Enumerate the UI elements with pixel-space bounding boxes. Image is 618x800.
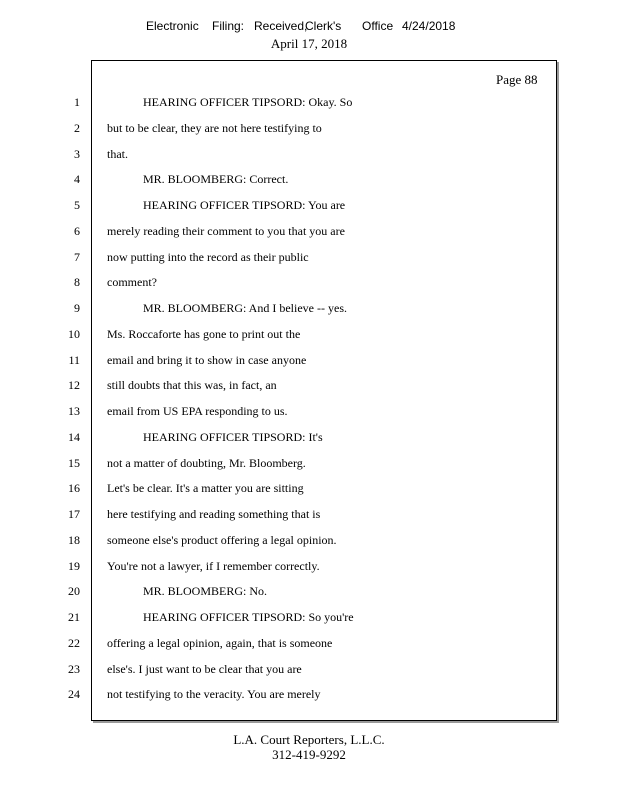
line-number: 19 (68, 558, 80, 573)
stamp-clerks: Clerk's (305, 19, 342, 33)
transcript-line (0, 171, 618, 187)
line-number: 13 (68, 404, 80, 418)
transcript-line (0, 480, 618, 496)
line-number: 15 (68, 455, 80, 470)
transcript-line (0, 532, 618, 548)
line-text: You're not a lawyer, if I remember correctly. (107, 558, 320, 573)
line-text: someone else's product offering a legal opinion. (107, 532, 337, 547)
line-text: Ms. Roccaforte has gone to print out the (107, 326, 301, 341)
transcript-line (0, 377, 618, 393)
line-text: HEARING OFFICER TIPSORD: Okay. So (143, 95, 353, 109)
transcript-line (0, 609, 618, 625)
transcript-line (0, 300, 618, 316)
line-text: MR. BLOOMBERG: And I believe -- yes. (143, 301, 347, 315)
transcript-line (0, 146, 618, 162)
transcript-line (0, 558, 618, 574)
line-number: 7 (74, 249, 80, 264)
line-number: 12 (68, 378, 80, 393)
line-number: 4 (74, 172, 80, 187)
transcript-line (0, 223, 618, 239)
line-number: 1 (74, 95, 80, 109)
line-text: MR. BLOOMBERG: Correct. (143, 172, 289, 187)
line-number: 8 (74, 275, 80, 290)
line-number: 22 (68, 635, 80, 650)
line-number: 5 (74, 198, 80, 212)
footer-company: L.A. Court Reporters, L.L.C. (233, 732, 385, 747)
transcript-line (0, 583, 618, 599)
hearing-date: April 17, 2018 (270, 36, 348, 51)
transcript-line (0, 249, 618, 265)
line-text: now putting into the record as their public (107, 249, 309, 264)
line-text: here testifying and reading something that is (107, 507, 321, 521)
line-number: 18 (68, 532, 80, 547)
footer-phone: 312-419-9292 (272, 747, 346, 762)
page-number: Page 88 (496, 72, 538, 87)
stamp-received: Received, (254, 19, 308, 33)
transcript-line (0, 455, 618, 471)
line-number: 11 (68, 352, 80, 367)
line-number: 10 (68, 326, 80, 341)
transcript-line (0, 326, 618, 342)
stamp-date: 4/24/2018 (402, 19, 456, 33)
line-number: 9 (74, 301, 80, 315)
line-text: not a matter of doubting, Mr. Bloomberg. (107, 455, 306, 470)
line-number: 20 (68, 584, 80, 599)
line-number: 17 (68, 507, 80, 521)
transcript-line (0, 429, 618, 445)
line-number: 16 (68, 481, 80, 496)
line-text: HEARING OFFICER TIPSORD: You are (143, 198, 346, 212)
transcript-line (0, 197, 618, 213)
line-text: that. (107, 146, 128, 161)
transcript-line (0, 120, 618, 136)
transcript-line (0, 661, 618, 677)
line-number: 21 (68, 610, 80, 624)
transcript-line (0, 506, 618, 522)
stamp-electronic: Electronic (146, 19, 199, 33)
line-text: merely reading their comment to you that you are (107, 223, 345, 238)
line-text: not testifying to the veracity. You are merely (107, 687, 321, 702)
transcript-line (0, 686, 618, 702)
transcript-line (0, 274, 618, 290)
line-text: still doubts that this was, in fact, an (107, 378, 277, 393)
line-text: MR. BLOOMBERG: No. (143, 584, 268, 599)
line-text: comment? (107, 275, 157, 290)
line-text: HEARING OFFICER TIPSORD: So you're (143, 610, 354, 624)
transcript-line (0, 352, 618, 368)
line-text: email and bring it to show in case anyone (107, 352, 307, 367)
line-number: 3 (74, 146, 80, 161)
line-number: 14 (68, 429, 80, 444)
transcript-line (0, 403, 618, 419)
line-number: 2 (74, 120, 80, 135)
line-text: but to be clear, they are not here testifying to (107, 120, 322, 135)
line-number: 24 (68, 687, 80, 702)
stamp-office: Office (362, 19, 394, 33)
line-text: Let's be clear. It's a matter you are sitting (107, 481, 304, 496)
transcript-line (0, 635, 618, 651)
line-text: HEARING OFFICER TIPSORD: It's (143, 429, 323, 444)
line-text: email from US EPA responding to us. (107, 404, 288, 418)
line-text: offering a legal opinion, again, that is someone (107, 635, 333, 650)
line-text: else's. I just want to be clear that you are (107, 661, 302, 676)
line-number: 23 (68, 661, 80, 676)
line-number: 6 (74, 223, 80, 238)
stamp-filing: Filing: (212, 19, 245, 33)
transcript-line (0, 94, 618, 110)
